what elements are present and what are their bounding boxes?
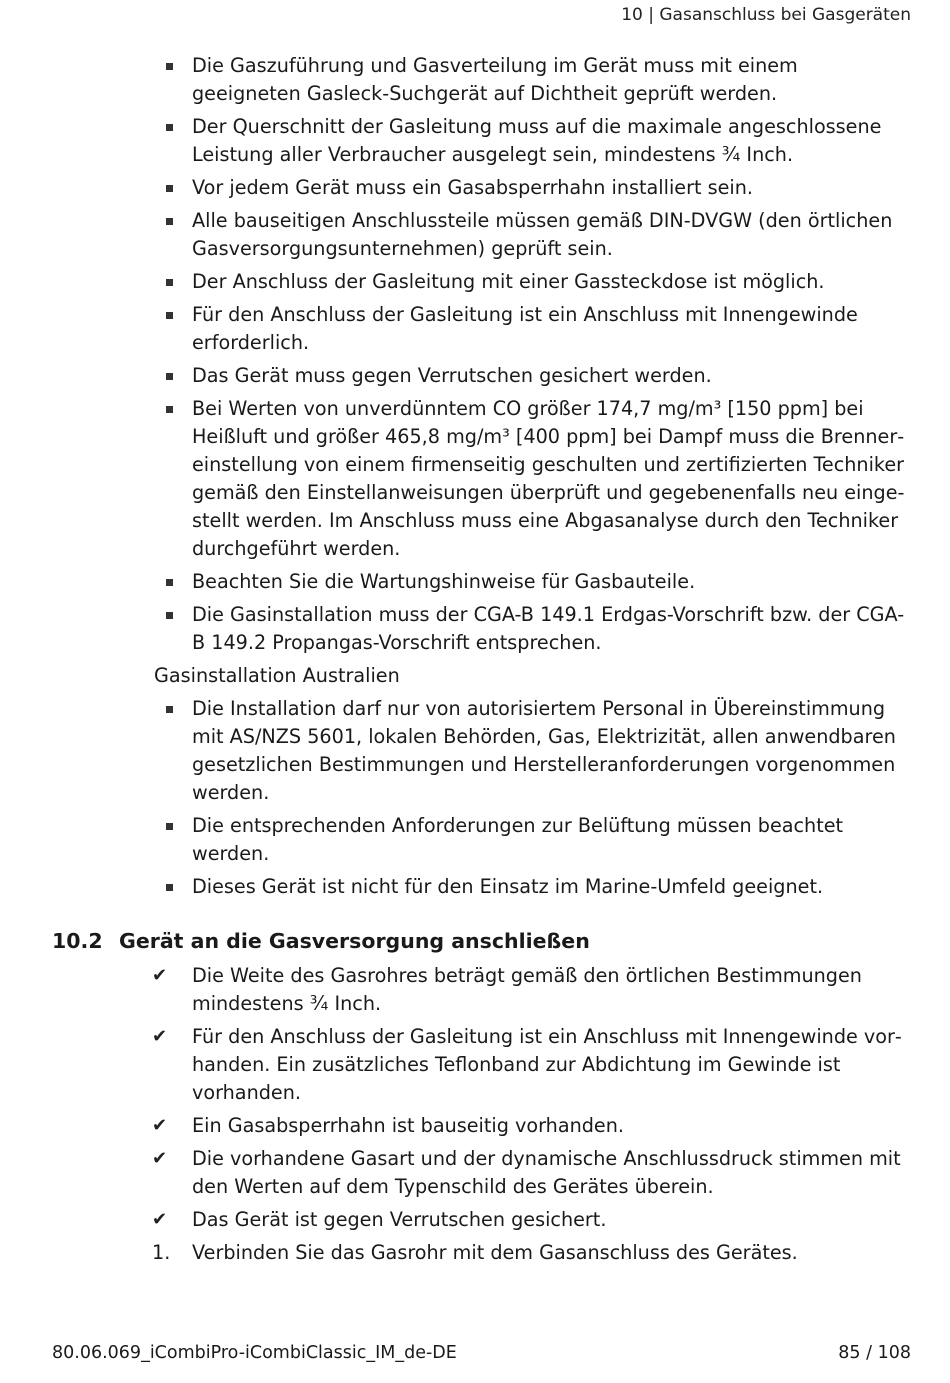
precondition-text: Ein Gasabsperrhahn ist bauseitig vorhanden. [192, 1114, 624, 1137]
list-item-text: Für den Anschluss der Gasleitung ist ein Anschluss mit Innengewinde erforderlich. [192, 303, 858, 354]
square-bullet-icon [166, 279, 173, 286]
list-item [192, 52, 910, 108]
square-bullet-icon [166, 373, 173, 380]
square-bullet-icon [166, 185, 173, 192]
procedure [0, 962, 950, 1272]
checkmark-icon: ✔ [152, 1115, 168, 1136]
requirements-list [0, 52, 950, 657]
list-item-text: Die Installation darf nur von autorisiertem Personal in Übereinstimmung mit AS/NZS 5601, lokalen Behörden, Gas, Elektrizität, allen anwendbaren gesetzlichen Bestimmungen und Herstelleranforderungen vorgenommen werden. [192, 697, 896, 804]
list-item [192, 601, 910, 657]
list-item [192, 174, 910, 202]
list-item-text: Der Querschnitt der Gasleitung muss auf die maximale angeschlossene Leistung aller Verbraucher ausgelegt sein, mindestens ¾ Inch. [192, 115, 882, 166]
section-heading [52, 927, 590, 955]
list-item-text: Dieses Gerät ist nicht für den Einsatz im Marine-Umfeld geeignet. [192, 875, 824, 898]
list-item-text: Die Gaszuführung und Gasverteilung im Gerät muss mit einem geeigneten Gasleck-Suchgerät auf Dichtheit geprüft werden. [192, 54, 798, 105]
precondition-item [152, 1023, 910, 1107]
list-item-text: Das Gerät muss gegen Verrutschen gesichert werden. [192, 364, 712, 387]
step-item [152, 1239, 910, 1267]
list-item [192, 395, 910, 563]
precondition-text: Die vorhandene Gasart und der dynamische Anschlussdruck stimmen mit den Werten auf dem Typenschild des Gerätes überein. [192, 1147, 901, 1198]
australia-list [0, 695, 950, 901]
list-item [192, 568, 910, 596]
list-item-text: Beachten Sie die Wartungshinweise für Gasbauteile. [192, 570, 696, 593]
checkmark-icon: ✔ [152, 965, 168, 986]
page-number: 85 / 108 [838, 1343, 911, 1363]
preconditions-list [0, 962, 950, 1234]
section-title: Gerät an die Gasversorgung anschließen [119, 929, 590, 953]
square-bullet-icon [166, 124, 173, 131]
list-item [192, 362, 910, 390]
precondition-item [152, 1206, 910, 1234]
precondition-text: Die Weite des Gasrohres beträgt gemäß den örtlichen Bestimmungen mindestens ¾ Inch. [192, 964, 862, 1015]
step-text: Verbinden Sie das Gasrohr mit dem Gasanschluss des Gerätes. [192, 1241, 798, 1264]
list-item [192, 207, 910, 263]
list-item-text: Alle bauseitigen Anschlussteile müssen gemäß DIN-DVGW (den örtlichen Gasversorgungsunternehmen) geprüft sein. [192, 209, 893, 260]
list-item-text: Die Gasinstallation muss der CGA-B 149.1 Erdgas-Vorschrift bzw. der CGA-B 149.2 Propangas-Vorschrift entsprechen. [192, 603, 905, 654]
square-bullet-icon [166, 406, 173, 413]
square-bullet-icon [166, 706, 173, 713]
list-item [192, 695, 910, 807]
precondition-text: Das Gerät ist gegen Verrutschen gesichert. [192, 1208, 607, 1231]
steps-list [0, 1239, 950, 1267]
checkmark-icon: ✔ [152, 1148, 168, 1169]
checkmark-icon: ✔ [152, 1209, 168, 1230]
square-bullet-icon [166, 612, 173, 619]
square-bullet-icon [166, 218, 173, 225]
checkmark-icon: ✔ [152, 1026, 168, 1047]
list-item [192, 268, 910, 296]
precondition-item [152, 1112, 910, 1140]
list-item [192, 812, 910, 868]
square-bullet-icon [166, 312, 173, 319]
list-item-text: Die entsprechenden Anforderungen zur Belüftung müssen beachtet werden. [192, 814, 844, 865]
square-bullet-icon [166, 823, 173, 830]
square-bullet-icon [166, 579, 173, 586]
page-content [0, 52, 950, 906]
list-item [192, 301, 910, 357]
square-bullet-icon [166, 63, 173, 70]
list-item-text: Vor jedem Gerät muss ein Gasabsperrhahn installiert sein. [192, 176, 754, 199]
precondition-item [152, 1145, 910, 1201]
square-bullet-icon [166, 884, 173, 891]
document-id: 80.06.069_iCombiPro-iCombiClassic_IM_de-DE [52, 1343, 457, 1363]
list-item [192, 113, 910, 169]
section-number: 10.2 [52, 929, 103, 953]
australia-label: Gasinstallation Australien [154, 664, 400, 687]
list-item-text: Der Anschluss der Gasleitung mit einer Gassteckdose ist möglich. [192, 270, 825, 293]
list-item [192, 873, 910, 901]
precondition-item [152, 962, 910, 1018]
running-header: 10 | Gasanschluss bei Gasgeräten [621, 5, 911, 25]
list-item-text: Bei Werten von unverdünntem CO größer 174,7 mg/m³ [150 ppm] bei Heißluft und größer 465,8 mg/m³ [400 ppm] bei Dampf muss die Brennereinstellung von einem firmenseitig geschulten und zertifizierten Techniker gemäß den Einstellanweisungen überprüft und gegebenenfalls neu eingestellt werden. Im Anschluss muss eine Abgasanalyse durch den Techniker durchgeführt werden. [192, 397, 905, 560]
precondition-text: Für den Anschluss der Gasleitung ist ein Anschluss mit Innengewinde vorhanden. Ein zusätzliches Teflonband zur Abdichtung im Gewinde ist vorhanden. [192, 1025, 902, 1104]
step-number: 1. [152, 1241, 171, 1264]
